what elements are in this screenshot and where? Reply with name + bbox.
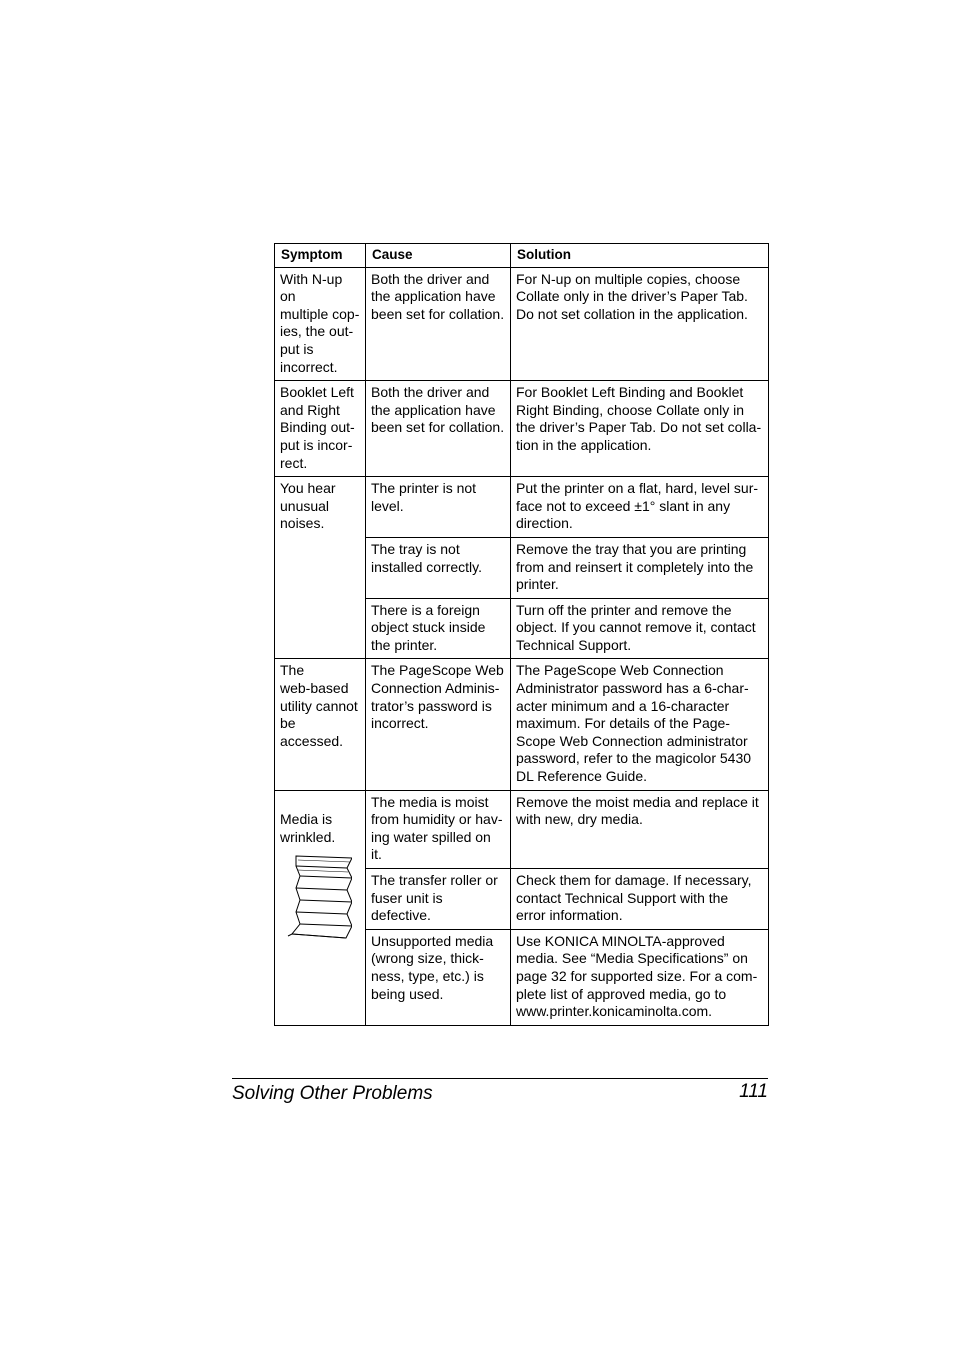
table-header-row [275, 244, 769, 268]
symptom-cell-with-icon [275, 790, 366, 1025]
solution-cell: Remove the tray that you are printing from and reinsert it completely into the printer. [511, 537, 769, 598]
footer-section-title: Solving Other Problems [232, 1083, 433, 1104]
solution-cell: Remove the moist media and replace it with new, dry media. [511, 790, 769, 868]
page-number: 111 [739, 1081, 768, 1102]
solution-cell: For Booklet Left Binding and Booklet Right Binding, choose Collate only in the driver’s Paper Tab. Do not set colla- tion in the application. [511, 381, 769, 477]
symptom-cell: With N-up on multiple cop- ies, the out- put is incorrect. [275, 267, 366, 381]
header-solution: Solution [511, 244, 769, 268]
table-row [275, 477, 769, 538]
symptom-cell: Booklet Left and Right Binding out- put is incor- rect. [275, 381, 366, 477]
symptom-cell: The web-based utility cannot be accessed. [275, 659, 366, 790]
solution-cell: Turn off the printer and remove the object. If you cannot remove it, contact Technical Support. [511, 598, 769, 659]
solution-cell: Use KONICA MINOLTA-approved media. See “Media Specifications” on page 32 for supported size. For a com- plete list of approved media, go to www.printer.konicaminolta.com. [511, 929, 769, 1025]
cause-cell: The transfer roller or fuser unit is defective. [366, 869, 511, 930]
cause-cell: The media is moist from humidity or hav- ing water spilled on it. [366, 790, 511, 868]
solution-cell: The PageScope Web Connection Administrator password has a 6-char- acter minimum and a 16-character maximum. For details of the Page- Scope Web Connection administrator password, refer to the magicolor 5430 DL Reference Guide. [511, 659, 769, 790]
wrinkled-paper-icon [286, 854, 352, 940]
solution-cell: For N-up on multiple copies, choose Collate only in the driver’s Paper Tab. Do not set collation in the application. [511, 267, 769, 381]
table-row [275, 790, 769, 868]
table-row [275, 267, 769, 381]
solution-cell: Check them for damage. If necessary, contact Technical Support with the error information. [511, 869, 769, 930]
header-symptom: Symptom [275, 244, 366, 268]
table-row [275, 659, 769, 790]
symptom-text: Media is wrinkled. [280, 811, 336, 845]
footer-divider [232, 1078, 768, 1079]
solution-cell: Put the printer on a flat, hard, level sur- face not to exceed ±1° slant in any direction. [511, 477, 769, 538]
cause-cell: The tray is not installed correctly. [366, 537, 511, 598]
cause-cell: Both the driver and the application have been set for collation. [366, 381, 511, 477]
symptom-cell: You hear unusual noises. [275, 477, 366, 659]
table-row [275, 381, 769, 477]
cause-cell: There is a foreign object stuck inside the printer. [366, 598, 511, 659]
header-cause: Cause [366, 244, 511, 268]
troubleshooting-table [274, 243, 769, 1026]
cause-cell: The printer is not level. [366, 477, 511, 538]
cause-cell: The PageScope Web Connection Adminis- trator’s password is incorrect. [366, 659, 511, 790]
cause-cell: Unsupported media (wrong size, thick- ness, type, etc.) is being used. [366, 929, 511, 1025]
cause-cell: Both the driver and the application have been set for collation. [366, 267, 511, 381]
